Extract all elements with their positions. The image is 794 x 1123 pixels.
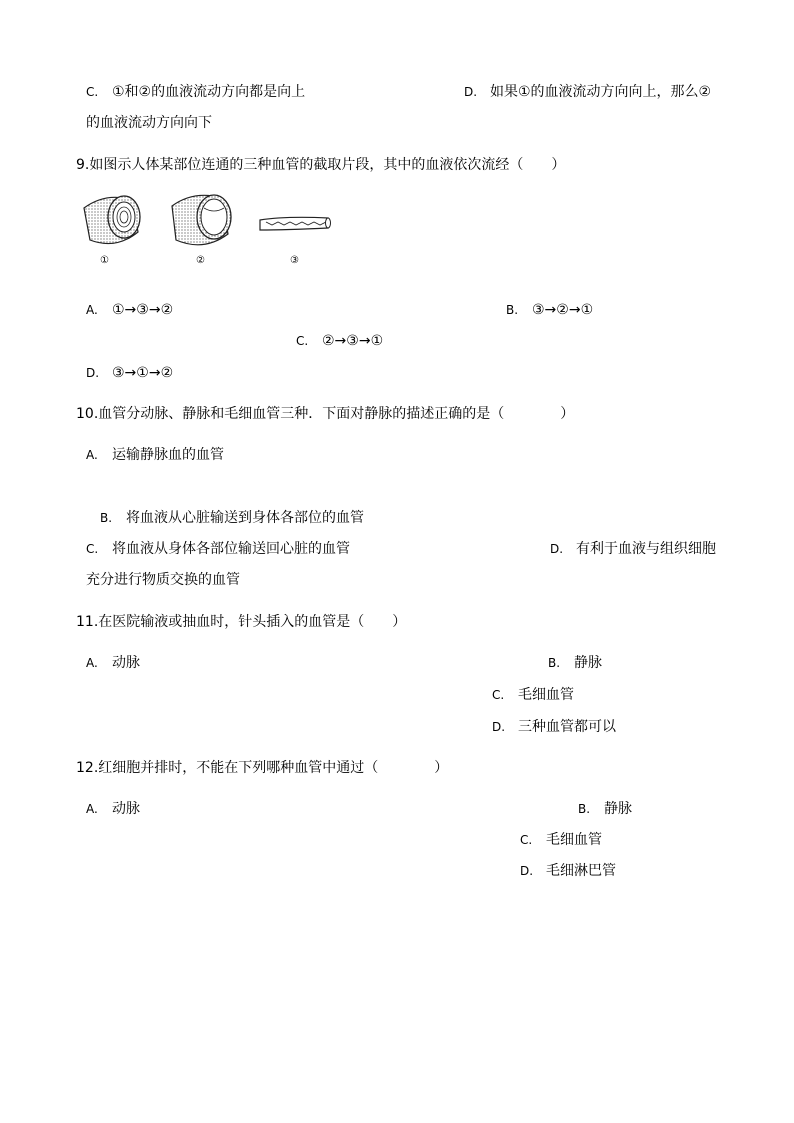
- option-letter: B.: [578, 802, 591, 816]
- option-letter: A.: [86, 303, 98, 317]
- q11-stem: 11.在医院输液或抽血时，针头插入的血管是（ ）: [76, 614, 407, 630]
- q8-option-d[interactable]: [464, 83, 711, 101]
- vessel-2-drawing: [172, 195, 231, 245]
- q8-option-c[interactable]: [86, 83, 305, 101]
- option-letter: A.: [86, 656, 98, 670]
- q10-option-a[interactable]: [86, 446, 224, 464]
- figure-label-2: ②: [196, 255, 205, 266]
- q11-option-d[interactable]: [492, 718, 616, 736]
- option-letter: B.: [100, 511, 113, 525]
- option-text: ②→③→①: [322, 333, 384, 349]
- q11-option-a[interactable]: [86, 654, 140, 672]
- figure-label-3: ③: [290, 255, 299, 266]
- option-letter: D.: [464, 85, 478, 99]
- q10-option-b[interactable]: [100, 509, 364, 527]
- option-letter: C.: [520, 833, 533, 847]
- option-letter: C.: [492, 688, 505, 702]
- option-text: 毛细淋巴管: [546, 863, 616, 879]
- option-text: 动脉: [112, 655, 140, 671]
- option-letter: A.: [86, 802, 98, 816]
- option-text: 动脉: [112, 801, 140, 817]
- vessel-1-drawing: [84, 196, 140, 244]
- option-text: 三种血管都可以: [518, 719, 616, 735]
- q9-option-d[interactable]: [86, 364, 173, 382]
- q9-option-b[interactable]: [506, 301, 593, 319]
- q12-option-a[interactable]: [86, 800, 140, 818]
- q10-option-d[interactable]: [550, 540, 716, 558]
- option-text: ③→①→②: [112, 365, 174, 381]
- option-letter: A.: [86, 448, 98, 462]
- q10-option-c[interactable]: [86, 540, 350, 558]
- option-text: 运输静脉血的血管: [112, 447, 224, 463]
- q12-option-b[interactable]: [578, 800, 632, 818]
- q9-option-c[interactable]: [296, 332, 383, 350]
- q9-option-a[interactable]: [86, 301, 173, 319]
- option-letter: C.: [296, 334, 309, 348]
- vessel-3-drawing: [260, 217, 331, 230]
- option-letter: B.: [506, 303, 519, 317]
- option-letter: D.: [550, 542, 564, 556]
- q12-option-c[interactable]: [520, 831, 602, 849]
- option-text: 毛细血管: [518, 687, 574, 703]
- q9-stem: 9.如图示人体某部位连通的三种血管的截取片段，其中的血液依次流经（ ）: [76, 157, 566, 173]
- q12-stem: 12.红细胞并排时，不能在下列哪种血管中通过（ ）: [76, 760, 449, 776]
- option-letter: B.: [548, 656, 561, 670]
- option-text: ①→③→②: [112, 302, 174, 318]
- option-letter: D.: [520, 864, 534, 878]
- option-text: 如果①的血液流动方向向上，那么②: [490, 84, 712, 100]
- option-letter: C.: [86, 85, 99, 99]
- q10-stem: 10.血管分动脉、静脉和毛细血管三种．下面对静脉的描述正确的是（ ）: [76, 406, 575, 422]
- option-letter: C.: [86, 542, 99, 556]
- q10-option-d-continued: 充分进行物质交换的血管: [86, 572, 240, 588]
- option-text: ①和②的血液流动方向都是向上: [112, 84, 306, 100]
- option-letter: D.: [86, 366, 100, 380]
- figure-label-1: ①: [100, 255, 109, 266]
- q11-option-b[interactable]: [548, 654, 602, 672]
- q11-option-c[interactable]: [492, 686, 574, 704]
- q8-option-d-continued: 的血液流动方向向下: [86, 115, 212, 131]
- option-letter: D.: [492, 720, 506, 734]
- option-text: 有利于血液与组织细胞: [576, 541, 716, 557]
- option-text: 静脉: [604, 801, 632, 817]
- option-text: 将血液从身体各部位输送回心脏的血管: [112, 541, 350, 557]
- option-text: 将血液从心脏输送到身体各部位的血管: [126, 510, 364, 526]
- q12-option-d[interactable]: [520, 862, 616, 880]
- option-text: 静脉: [574, 655, 602, 671]
- option-text: 毛细血管: [546, 832, 602, 848]
- option-text: ③→②→①: [532, 302, 594, 318]
- blood-vessel-figure: [76, 190, 346, 275]
